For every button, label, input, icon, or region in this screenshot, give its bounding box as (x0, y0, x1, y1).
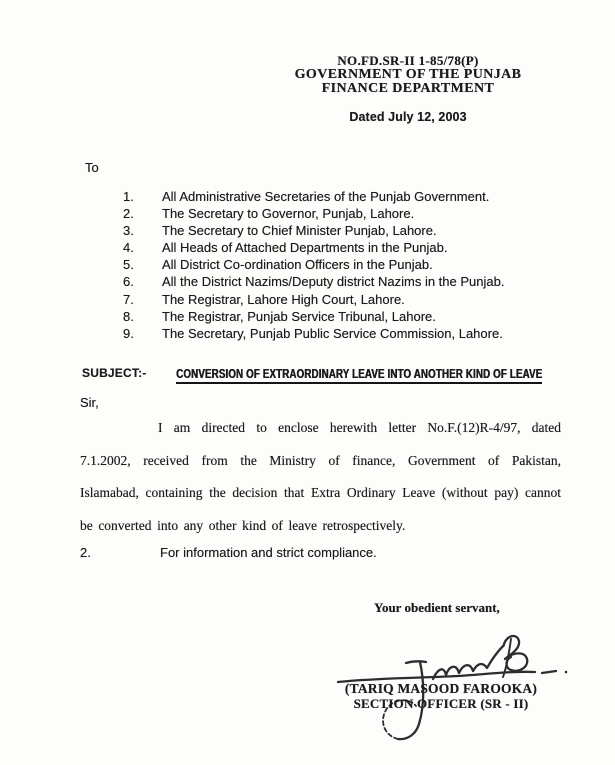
recipient-number: 4. (123, 240, 134, 256)
letterhead (247, 54, 569, 96)
recipient-row (123, 325, 553, 342)
recipient-text: All District Co-ordination Officers in the Punjab. (162, 257, 433, 273)
subject-label: SUBJECT:- (82, 366, 147, 380)
signature-flourish (504, 636, 527, 671)
signatory-block (337, 682, 545, 711)
reference-number: NO.FD.SR-II 1-85/78(P) (337, 53, 479, 68)
recipient-text: The Registrar, Punjab Service Tribunal, Lahore. (162, 308, 436, 324)
salutation: Sir, (80, 395, 99, 410)
recipient-text: The Registrar, Lahore High Court, Lahore. (162, 291, 405, 307)
signature-dash (542, 671, 556, 673)
recipient-text: All Heads of Attached Departments in the Punjab. (162, 240, 448, 256)
recipient-list (123, 188, 553, 342)
body-paragraph: I am directed to enclose herewith letter No.F.(12)R-4/97, dated 7.1.2002, received from the Ministry of finance, Government of Pakistan, Islamabad, containing the decision that Extra Ordinary Leave (without pay) cannot be converted into any other kind of leave retrospectively. (80, 420, 561, 533)
recipient-row (123, 205, 553, 222)
date-line: Dated July 12, 2003 (349, 110, 467, 124)
recipient-number: 2. (123, 206, 134, 222)
signature-dot (565, 671, 568, 674)
department-line: FINANCE DEPARTMENT (321, 81, 495, 96)
recipient-number: 7. (123, 291, 134, 307)
paragraph-2 (80, 545, 561, 560)
recipient-text: All the District Nazims/Deputy district Nazims in the Punjab. (162, 274, 505, 290)
recipient-number: 8. (123, 308, 134, 324)
government-line: GOVERNMENT OF THE PUNJAB (294, 67, 522, 82)
paragraph-text: For information and strict compliance. (160, 545, 377, 560)
signatory-title: SECTION OFFICER (SR - II) (353, 695, 529, 711)
recipient-row (123, 291, 553, 308)
subject-title: CONVERSION OF EXTRAORDINARY LEAVE INTO ANOTHER KIND OF LEAVE (176, 366, 542, 384)
recipient-number: 9. (123, 325, 134, 341)
recipient-text: The Secretary to Governor, Punjab, Lahore. (162, 206, 415, 222)
recipient-row (123, 222, 553, 239)
addressee-label: To (85, 160, 99, 175)
subject-row (82, 366, 582, 384)
recipient-row (123, 256, 553, 273)
signature-jbar (406, 661, 426, 663)
recipient-text: The Secretary, Punjab Public Service Commission, Lahore. (162, 325, 503, 341)
signatory-name: (TARIQ MASOOD FAROOKA) (344, 681, 538, 696)
recipient-row (123, 239, 553, 256)
recipient-text: All Administrative Secretaries of the Punjab Government. (162, 189, 490, 204)
recipient-row (123, 273, 553, 290)
recipient-row (123, 188, 553, 205)
recipient-number: 1. (123, 189, 134, 204)
closing-line: Your obedient servant, (374, 600, 500, 615)
recipient-text: The Secretary to Chief Minister Punjab, Lahore. (162, 223, 437, 239)
recipient-number: 5. (123, 257, 134, 273)
recipient-row (123, 308, 553, 325)
recipient-number: 3. (123, 223, 134, 239)
recipient-number: 6. (123, 274, 134, 290)
paragraph-number: 2. (80, 545, 91, 560)
